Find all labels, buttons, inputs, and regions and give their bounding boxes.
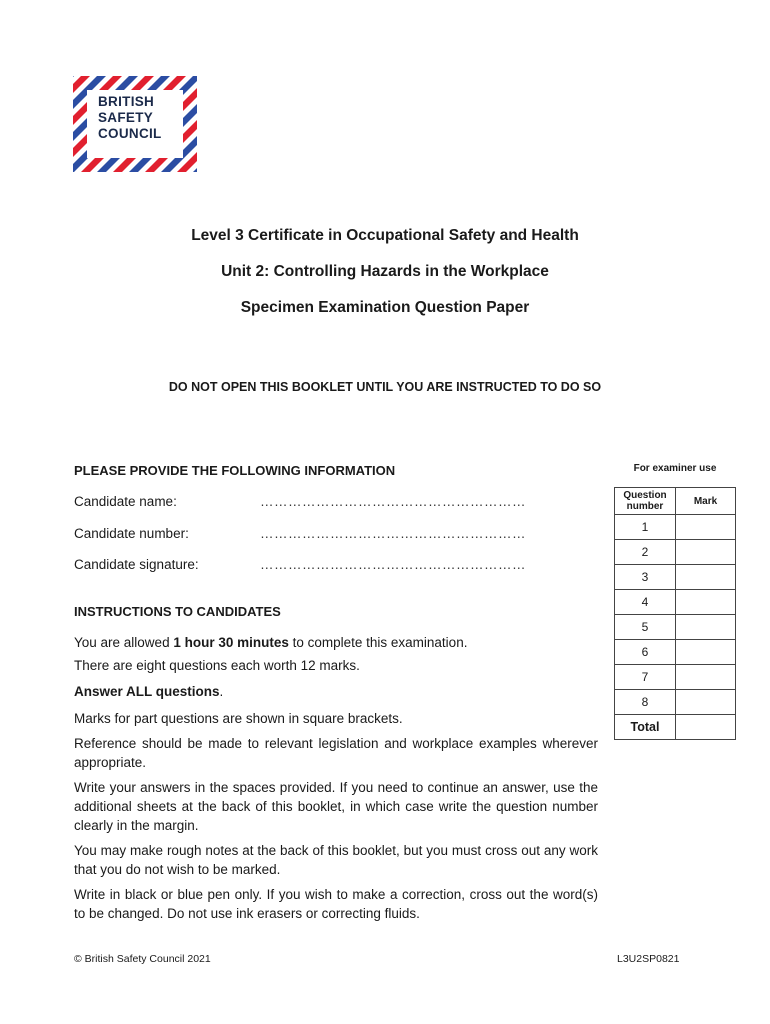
mark-cell[interactable] xyxy=(676,615,736,640)
logo-wordmark xyxy=(98,94,198,142)
candidate-signature-field[interactable]: ………………………………………………… xyxy=(260,557,526,572)
mark-cell[interactable] xyxy=(676,565,736,590)
info-heading: PLEASE PROVIDE THE FOLLOWING INFORMATION xyxy=(74,463,396,478)
reference-text: Reference should be made to relevant legislation and workplace examples wherever appropriate. xyxy=(74,736,598,770)
mark-cell[interactable] xyxy=(676,640,736,665)
time-prefix: You are allowed xyxy=(74,635,174,650)
candidate-name-field[interactable]: ………………………………………………… xyxy=(260,494,526,509)
table-row xyxy=(615,640,736,665)
questions-count-text: There are eight questions each worth 12 marks. xyxy=(74,658,360,673)
mark-cell[interactable] xyxy=(676,515,736,540)
table-row xyxy=(615,565,736,590)
total-label-cell: Total xyxy=(615,715,676,740)
question-number-cell: 8 xyxy=(615,690,676,715)
do-not-open-warning: DO NOT OPEN THIS BOOKLET UNTIL YOU ARE INSTRUCTED TO DO SO xyxy=(168,380,602,394)
table-row xyxy=(615,665,736,690)
unit-title: Unit 2: Controlling Hazards in the Workplace xyxy=(221,263,549,280)
write-answers-text: Write your answers in the spaces provided. If you need to continue an answer, use the additional sheets at the back of this booklet, in which case write the question number clearly in the margin. xyxy=(74,780,598,833)
candidate-name-label: Candidate name: xyxy=(74,494,177,509)
question-number-cell: 6 xyxy=(615,640,676,665)
table-row xyxy=(615,615,736,640)
question-number-cell: 7 xyxy=(615,665,676,690)
table-header-row xyxy=(615,488,736,515)
pen-text: Write in black or blue pen only. If you wish to make a correction, cross out the word(s) to be changed. Do not use ink erasers or correcting fluids. xyxy=(74,887,598,921)
logo-line-1: BRITISH xyxy=(98,94,155,109)
logo-line-3: COUNCIL xyxy=(98,126,162,141)
table-row xyxy=(615,690,736,715)
examiner-mark-table xyxy=(614,487,736,740)
instructions-heading: INSTRUCTIONS TO CANDIDATES xyxy=(74,604,281,619)
time-bold: 1 hour 30 minutes xyxy=(173,635,289,650)
copyright-footer: © British Safety Council 2021 xyxy=(74,953,211,965)
logo-line-2: SAFETY xyxy=(98,110,154,125)
certificate-title: Level 3 Certificate in Occupational Safety and Health xyxy=(191,227,579,244)
question-number-cell: 1 xyxy=(615,515,676,540)
table-row xyxy=(615,540,736,565)
rough-notes-text: You may make rough notes at the back of this booklet, but you must cross out any work that you do not wish to be marked. xyxy=(74,843,598,877)
table-row xyxy=(615,590,736,615)
time-allowed-text xyxy=(74,633,598,652)
mark-cell[interactable] xyxy=(676,690,736,715)
question-number-cell: 3 xyxy=(615,565,676,590)
total-row xyxy=(615,715,736,740)
answer-all-suffix: . xyxy=(219,684,224,699)
mark-cell[interactable] xyxy=(676,665,736,690)
answer-all-bold: Answer ALL questions xyxy=(74,684,220,699)
question-number-cell: 5 xyxy=(615,615,676,640)
marks-text: Marks for part questions are shown in square brackets. xyxy=(74,711,403,726)
total-mark-cell[interactable] xyxy=(676,715,736,740)
answer-all-text xyxy=(74,682,598,701)
paper-code-footer: L3U2SP0821 xyxy=(617,953,680,965)
mark-cell[interactable] xyxy=(676,540,736,565)
table-row xyxy=(615,515,736,540)
candidate-number-label: Candidate number: xyxy=(74,526,189,541)
question-number-cell: 2 xyxy=(615,540,676,565)
question-number-cell: 4 xyxy=(615,590,676,615)
mark-cell[interactable] xyxy=(676,590,736,615)
mark-header: Mark xyxy=(676,488,736,515)
paper-title: Specimen Examination Question Paper xyxy=(240,299,530,316)
candidate-signature-label: Candidate signature: xyxy=(74,557,199,572)
time-suffix: to complete this examination. xyxy=(288,635,468,650)
candidate-number-field[interactable]: ………………………………………………… xyxy=(260,526,526,541)
examiner-use-caption: For examiner use xyxy=(633,463,717,474)
question-number-header: Question number xyxy=(615,488,676,515)
